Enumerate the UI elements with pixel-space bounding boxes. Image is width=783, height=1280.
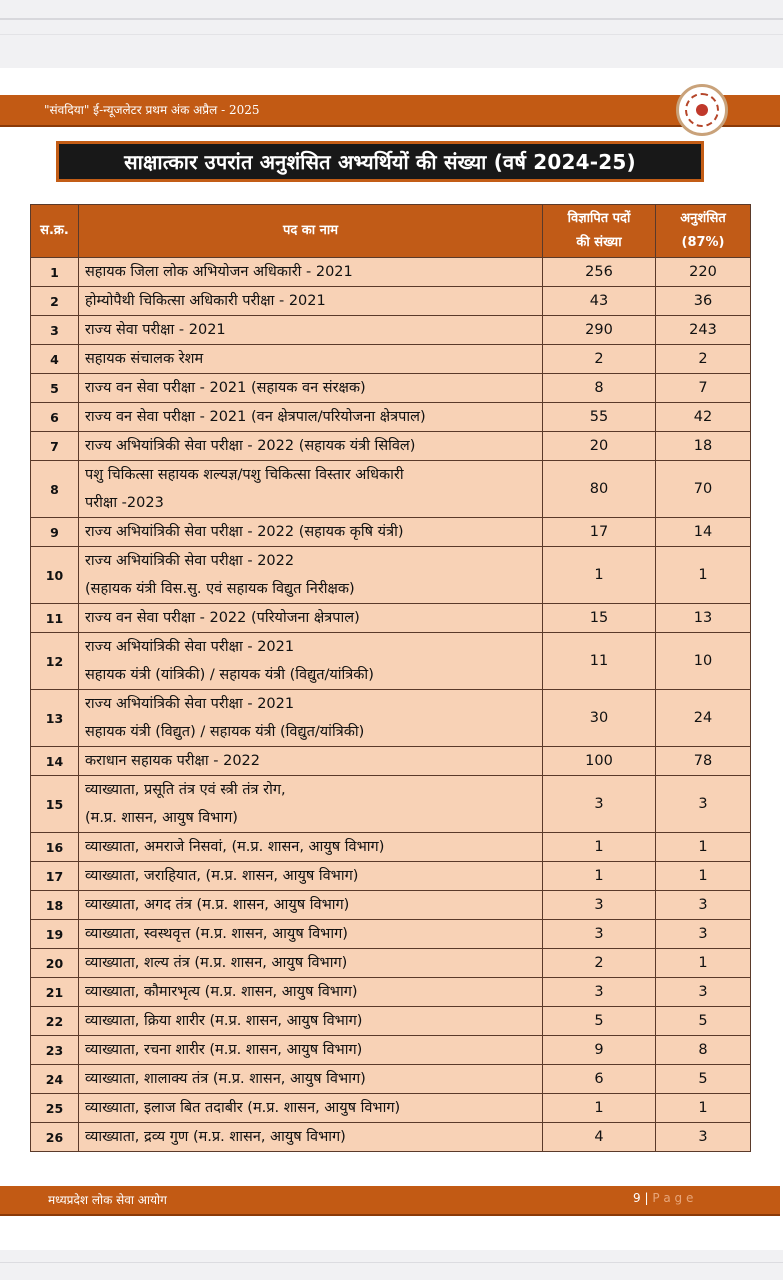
- row-recommended-count: 10: [656, 633, 751, 690]
- table-row: [31, 547, 751, 604]
- table-row: [31, 633, 751, 690]
- header-post-name: पद का नाम: [79, 205, 543, 258]
- post-name-line2: सहायक यंत्री (विद्युत) / सहायक यंत्री (विद्युत/यांत्रिकी): [85, 724, 365, 740]
- row-advertised-count: 55: [543, 403, 656, 432]
- row-post-name: [79, 518, 543, 547]
- footer-page-info: [633, 1191, 693, 1205]
- row-recommended-count: 220: [656, 258, 751, 287]
- row-post-name: [79, 1065, 543, 1094]
- row-sno: 11: [31, 604, 79, 633]
- row-post-name: [79, 690, 543, 747]
- post-name-line1: राज्य अभियांत्रिकी सेवा परीक्षा - 2022: [85, 553, 295, 569]
- row-post-name: [79, 604, 543, 633]
- row-sno: 22: [31, 1007, 79, 1036]
- page-number: 9 |: [633, 1191, 649, 1205]
- row-recommended-count: 1: [656, 833, 751, 862]
- row-post-name: [79, 1036, 543, 1065]
- header-bar: [0, 95, 780, 127]
- row-recommended-count: 14: [656, 518, 751, 547]
- row-advertised-count: 20: [543, 432, 656, 461]
- row-recommended-count: 24: [656, 690, 751, 747]
- row-advertised-count: 4: [543, 1123, 656, 1152]
- row-sno: 12: [31, 633, 79, 690]
- post-name-line1: व्याख्याता, जराहियात, (म.प्र. शासन, आयुष विभाग): [85, 868, 359, 884]
- post-name-line1: होम्योपैथी चिकित्सा अधिकारी परीक्षा - 2021: [85, 293, 326, 309]
- header-advertised: [543, 205, 656, 258]
- post-name-line1: राज्य अभियांत्रिकी सेवा परीक्षा - 2021: [85, 696, 295, 712]
- post-name-line1: राज्य अभियांत्रिकी सेवा परीक्षा - 2022 (सहायक यंत्री सिविल): [85, 438, 416, 454]
- row-post-name: [79, 1007, 543, 1036]
- row-post-name: [79, 747, 543, 776]
- row-sno: 20: [31, 949, 79, 978]
- post-name-line1: राज्य वन सेवा परीक्षा - 2021 (सहायक वन संरक्षक): [85, 380, 366, 396]
- row-post-name: [79, 1094, 543, 1123]
- row-post-name: [79, 776, 543, 833]
- post-name-line1: राज्य सेवा परीक्षा - 2021: [85, 322, 226, 338]
- footer-org-name: मध्यप्रदेश लोक सेवा आयोग: [48, 1193, 167, 1207]
- post-name-line1: व्याख्याता, कौमारभृत्य (म.प्र. शासन, आयुष विभाग): [85, 984, 358, 1000]
- row-advertised-count: 1: [543, 1094, 656, 1123]
- row-advertised-count: 2: [543, 345, 656, 374]
- row-post-name: [79, 978, 543, 1007]
- row-post-name: [79, 432, 543, 461]
- table-row: [31, 690, 751, 747]
- post-name-line1: व्याख्याता, क्रिया शारीर (म.प्र. शासन, आयुष विभाग): [85, 1013, 363, 1029]
- row-sno: 25: [31, 1094, 79, 1123]
- row-recommended-count: 1: [656, 547, 751, 604]
- row-sno: 17: [31, 862, 79, 891]
- table-row: [31, 833, 751, 862]
- row-recommended-count: 1: [656, 949, 751, 978]
- row-recommended-count: 13: [656, 604, 751, 633]
- header-advertised-line2: की संख्या: [576, 235, 622, 250]
- row-sno: 5: [31, 374, 79, 403]
- table-row: [31, 891, 751, 920]
- post-name-line1: व्याख्याता, रचना शारीर (म.प्र. शासन, आयुष विभाग): [85, 1042, 363, 1058]
- row-recommended-count: 243: [656, 316, 751, 345]
- post-name-line1: व्याख्याता, इलाज बित तदाबीर (म.प्र. शासन, आयुष विभाग): [85, 1100, 401, 1116]
- table-row: [31, 258, 751, 287]
- table-header-row: [31, 205, 751, 258]
- table-row: [31, 403, 751, 432]
- row-sno: 24: [31, 1065, 79, 1094]
- row-post-name: [79, 316, 543, 345]
- post-name-line2: (सहायक यंत्री विस.सु. एवं सहायक विद्युत निरीक्षक): [85, 581, 355, 597]
- table-row: [31, 345, 751, 374]
- top-divider: [0, 18, 783, 20]
- post-name-line1: व्याख्याता, शालाक्य तंत्र (म.प्र. शासन, आयुष विभाग): [85, 1071, 366, 1087]
- table-row: [31, 461, 751, 518]
- row-recommended-count: 5: [656, 1065, 751, 1094]
- row-sno: 4: [31, 345, 79, 374]
- row-sno: 8: [31, 461, 79, 518]
- row-advertised-count: 3: [543, 978, 656, 1007]
- row-sno: 9: [31, 518, 79, 547]
- row-sno: 6: [31, 403, 79, 432]
- row-recommended-count: 1: [656, 862, 751, 891]
- row-sno: 18: [31, 891, 79, 920]
- post-name-line1: राज्य अभियांत्रिकी सेवा परीक्षा - 2022 (सहायक कृषि यंत्री): [85, 524, 404, 540]
- row-advertised-count: 30: [543, 690, 656, 747]
- row-post-name: [79, 258, 543, 287]
- row-advertised-count: 2: [543, 949, 656, 978]
- row-advertised-count: 3: [543, 920, 656, 949]
- row-recommended-count: 5: [656, 1007, 751, 1036]
- table-row: [31, 374, 751, 403]
- row-recommended-count: 36: [656, 287, 751, 316]
- row-sno: 23: [31, 1036, 79, 1065]
- row-post-name: [79, 920, 543, 949]
- row-post-name: [79, 633, 543, 690]
- post-name-line2: (म.प्र. शासन, आयुष विभाग): [85, 810, 238, 826]
- row-advertised-count: 100: [543, 747, 656, 776]
- row-sno: 7: [31, 432, 79, 461]
- table-row: [31, 604, 751, 633]
- row-recommended-count: 3: [656, 776, 751, 833]
- row-recommended-count: 3: [656, 920, 751, 949]
- header-recommended-line1: अनुशंसित: [680, 211, 726, 226]
- table-row: [31, 862, 751, 891]
- post-name-line1: राज्य अभियांत्रिकी सेवा परीक्षा - 2021: [85, 639, 295, 655]
- row-post-name: [79, 862, 543, 891]
- emblem-ring-icon: [685, 93, 719, 127]
- post-name-line1: राज्य वन सेवा परीक्षा - 2021 (वन क्षेत्रपाल/परियोजना क्षेत्रपाल): [85, 409, 426, 425]
- header-recommended-line2: (87%): [681, 235, 725, 250]
- row-post-name: [79, 287, 543, 316]
- row-advertised-count: 290: [543, 316, 656, 345]
- top-divider-secondary: [0, 34, 783, 35]
- table-row: [31, 978, 751, 1007]
- row-post-name: [79, 949, 543, 978]
- table-row: [31, 747, 751, 776]
- row-post-name: [79, 345, 543, 374]
- row-sno: 16: [31, 833, 79, 862]
- row-recommended-count: 70: [656, 461, 751, 518]
- row-post-name: [79, 833, 543, 862]
- table-row: [31, 1007, 751, 1036]
- row-recommended-count: 18: [656, 432, 751, 461]
- row-sno: 14: [31, 747, 79, 776]
- table-row: [31, 316, 751, 345]
- post-name-line2: परीक्षा -2023: [85, 495, 164, 511]
- table-body: [31, 258, 751, 1152]
- row-advertised-count: 3: [543, 891, 656, 920]
- table-row: [31, 1065, 751, 1094]
- header-advertised-line1: विज्ञापित पदों: [567, 211, 631, 226]
- newsletter-page: [0, 68, 783, 1250]
- recommended-candidates-table: [30, 204, 751, 1152]
- row-recommended-count: 3: [656, 891, 751, 920]
- row-post-name: [79, 891, 543, 920]
- row-recommended-count: 3: [656, 1123, 751, 1152]
- row-post-name: [79, 461, 543, 518]
- row-advertised-count: 1: [543, 862, 656, 891]
- row-sno: 2: [31, 287, 79, 316]
- row-sno: 26: [31, 1123, 79, 1152]
- post-name-line1: सहायक संचालक रेशम: [85, 351, 204, 367]
- mppsc-emblem-icon: [676, 84, 728, 136]
- table-row: [31, 1123, 751, 1152]
- post-name-line1: व्याख्याता, प्रसूति तंत्र एवं स्त्री तंत्र रोग,: [85, 782, 286, 798]
- row-sno: 21: [31, 978, 79, 1007]
- table-row: [31, 776, 751, 833]
- row-advertised-count: 15: [543, 604, 656, 633]
- row-sno: 1: [31, 258, 79, 287]
- row-advertised-count: 8: [543, 374, 656, 403]
- table-row: [31, 432, 751, 461]
- table-row: [31, 287, 751, 316]
- row-advertised-count: 17: [543, 518, 656, 547]
- footer-bar: [0, 1186, 780, 1216]
- emblem-center-icon: [696, 104, 708, 116]
- row-advertised-count: 5: [543, 1007, 656, 1036]
- row-post-name: [79, 547, 543, 604]
- post-name-line1: पशु चिकित्सा सहायक शल्यज्ञ/पशु चिकित्सा विस्तार अधिकारी: [85, 467, 404, 483]
- newsletter-header-text: "संवदिया" ई-न्यूजलेटर प्रथम अंक अप्रैल - 2025: [44, 103, 260, 117]
- row-recommended-count: 3: [656, 978, 751, 1007]
- row-advertised-count: 43: [543, 287, 656, 316]
- table-row: [31, 949, 751, 978]
- row-advertised-count: 9: [543, 1036, 656, 1065]
- row-sno: 13: [31, 690, 79, 747]
- table-row: [31, 1094, 751, 1123]
- header-sno: स.क्र.: [31, 205, 79, 258]
- row-advertised-count: 3: [543, 776, 656, 833]
- row-advertised-count: 11: [543, 633, 656, 690]
- post-name-line2: सहायक यंत्री (यांत्रिकी) / सहायक यंत्री (विद्युत/यांत्रिकी): [85, 667, 374, 683]
- row-advertised-count: 256: [543, 258, 656, 287]
- bottom-divider: [0, 1262, 783, 1263]
- row-post-name: [79, 1123, 543, 1152]
- post-name-line1: व्याख्याता, शल्य तंत्र (म.प्र. शासन, आयुष विभाग): [85, 955, 348, 971]
- post-name-line1: व्याख्याता, अगद तंत्र (म.प्र. शासन, आयुष विभाग): [85, 897, 350, 913]
- row-post-name: [79, 374, 543, 403]
- row-recommended-count: 2: [656, 345, 751, 374]
- row-recommended-count: 7: [656, 374, 751, 403]
- row-sno: 3: [31, 316, 79, 345]
- table-row: [31, 518, 751, 547]
- row-recommended-count: 1: [656, 1094, 751, 1123]
- row-advertised-count: 1: [543, 833, 656, 862]
- post-name-line1: व्याख्याता, द्रव्य गुण (म.प्र. शासन, आयुष विभाग): [85, 1129, 346, 1145]
- row-sno: 10: [31, 547, 79, 604]
- post-name-line1: सहायक जिला लोक अभियोजन अधिकारी - 2021: [85, 264, 353, 280]
- page-title: साक्षात्कार उपरांत अनुशंसित अभ्यर्थियों की संख्या (वर्ष 2024-25): [56, 141, 704, 182]
- row-recommended-count: 78: [656, 747, 751, 776]
- row-recommended-count: 8: [656, 1036, 751, 1065]
- table-row: [31, 920, 751, 949]
- row-recommended-count: 42: [656, 403, 751, 432]
- row-post-name: [79, 403, 543, 432]
- header-recommended: [656, 205, 751, 258]
- post-name-line1: व्याख्याता, स्वस्थवृत्त (म.प्र. शासन, आयुष विभाग): [85, 926, 348, 942]
- row-sno: 15: [31, 776, 79, 833]
- post-name-line1: कराधान सहायक परीक्षा - 2022: [85, 753, 260, 769]
- post-name-line1: राज्य वन सेवा परीक्षा - 2022 (परियोजना क्षेत्रपाल): [85, 610, 360, 626]
- row-advertised-count: 6: [543, 1065, 656, 1094]
- row-advertised-count: 1: [543, 547, 656, 604]
- page-label: P a g e: [652, 1191, 694, 1205]
- table-row: [31, 1036, 751, 1065]
- row-sno: 19: [31, 920, 79, 949]
- post-name-line1: व्याख्याता, अमराजे निसवां, (म.प्र. शासन, आयुष विभाग): [85, 839, 385, 855]
- row-advertised-count: 80: [543, 461, 656, 518]
